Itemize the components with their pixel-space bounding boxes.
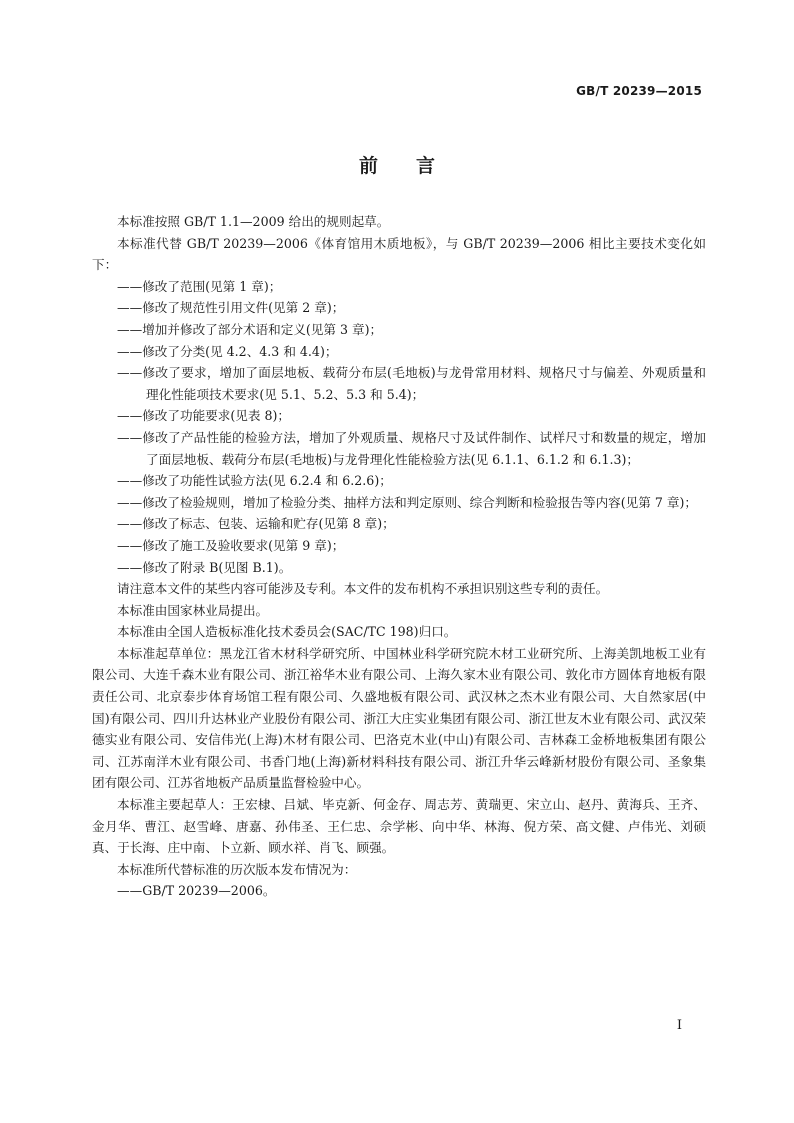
- main-drafters: 本标准主要起草人：王宏棣、吕斌、毕克新、何金存、周志芳、黄瑞更、宋立山、赵丹、黄海兵、王齐、金月华、曹江、赵雪峰、唐嘉、孙伟圣、王仁忠、佘学彬、向中华、林海、倪方荣、高文健、卢伟光、刘硕真、于长海、庄中南、卜立新、顾水祥、肖飞、顾强。: [92, 797, 706, 856]
- paragraph: 本标准代替 GB/T 20239—2006《体育馆用木质地板》，与 GB/T 20239—2006 相比主要技术变化如下：: [92, 235, 706, 273]
- change-item: ——修改了检验规则，增加了检验分类、抽样方法和判定原则、综合判断和检验报告等内容(见第 7 章)；: [117, 494, 697, 510]
- change-item: ——修改了分类(见 4.2、4.3 和 4.4)；: [117, 343, 338, 359]
- change-item: ——修改了施工及验收要求(见第 9 章)；: [117, 537, 345, 553]
- change-item: ——修改了功能要求(见表 8)；: [117, 408, 290, 424]
- page-title: 前言: [358, 155, 473, 177]
- change-item: ——修改了附录 B(见图 B.1)。: [117, 559, 292, 575]
- change-item: ——增加并修改了部分术语和定义(见第 3 章)；: [117, 321, 383, 337]
- change-item: ——修改了规范性引用文件(见第 2 章)；: [117, 300, 345, 316]
- standard-code: GB/T 20239—2015: [576, 84, 702, 98]
- change-item: ——修改了标志、包装、运输和贮存(见第 8 章)；: [117, 516, 395, 532]
- change-item: ——修改了产品性能的检验方法，增加了外观质量、规格尺寸及试件制作、试样尺寸和数量的规定，增加了面层地板、载荷分布层(毛地板)与龙骨理化性能检验方法(见 6.1.1、6.1.2 和 6.1.3)；: [117, 429, 706, 467]
- page-number: I: [676, 1018, 682, 1033]
- paragraph: 本标准按照 GB/T 1.1—2009 给出的规则起草。: [117, 214, 390, 229]
- paragraph: 本标准由国家林业局提出。: [117, 602, 269, 618]
- paragraph: 请注意本文件的某些内容可能涉及专利。本文件的发布机构不承担识别这些专利的责任。: [117, 581, 609, 597]
- paragraph: 本标准所代替标准的历次版本发布情况为：: [117, 861, 357, 877]
- change-item: ——修改了范围(见第 1 章)；: [117, 278, 282, 294]
- paragraph: 本标准由全国人造板标准化技术委员会(SAC/TC 198)归口。: [117, 624, 457, 640]
- foreword-body: [92, 211, 706, 902]
- change-item: ——修改了功能性试验方法(见 6.2.4 和 6.2.6)；: [117, 473, 392, 489]
- history-item: ——GB/T 20239—2006。: [117, 883, 276, 899]
- change-item: ——修改了要求，增加了面层地板、载荷分布层(毛地板)与龙骨常用材料、规格尺寸与偏差、外观质量和理化性能项技术要求(见 5.1、5.2、5.3 和 5.4)；: [117, 365, 706, 402]
- drafting-organizations: 本标准起草单位：黑龙江省木材科学研究所、中国林业科学研究院木材工业研究所、上海美凯地板工业有限公司、大连千森木业有限公司、浙江裕华木业有限公司、上海久家木业有限公司、敦化市方圆体育地板有限责任公司、北京泰步体育场馆工程有限公司、久盛地板有限公司、武汉林之杰木业有限公司、大自然家居(中国)有限公司、四川升达林业产业股份有限公司、浙江大庄实业集团有限公司、浙江世友木业有限公司、武汉荣德实业有限公司、安信伟光(上海)木材有限公司、巴洛克木业(中山)有限公司、吉林森工金桥地板集团有限公司、江苏南洋木业有限公司、书香门地(上海)新材料科技有限公司、浙江升华云峰新材股份有限公司、圣象集团有限公司、江苏省地板产品质量监督检验中心。: [92, 645, 706, 791]
